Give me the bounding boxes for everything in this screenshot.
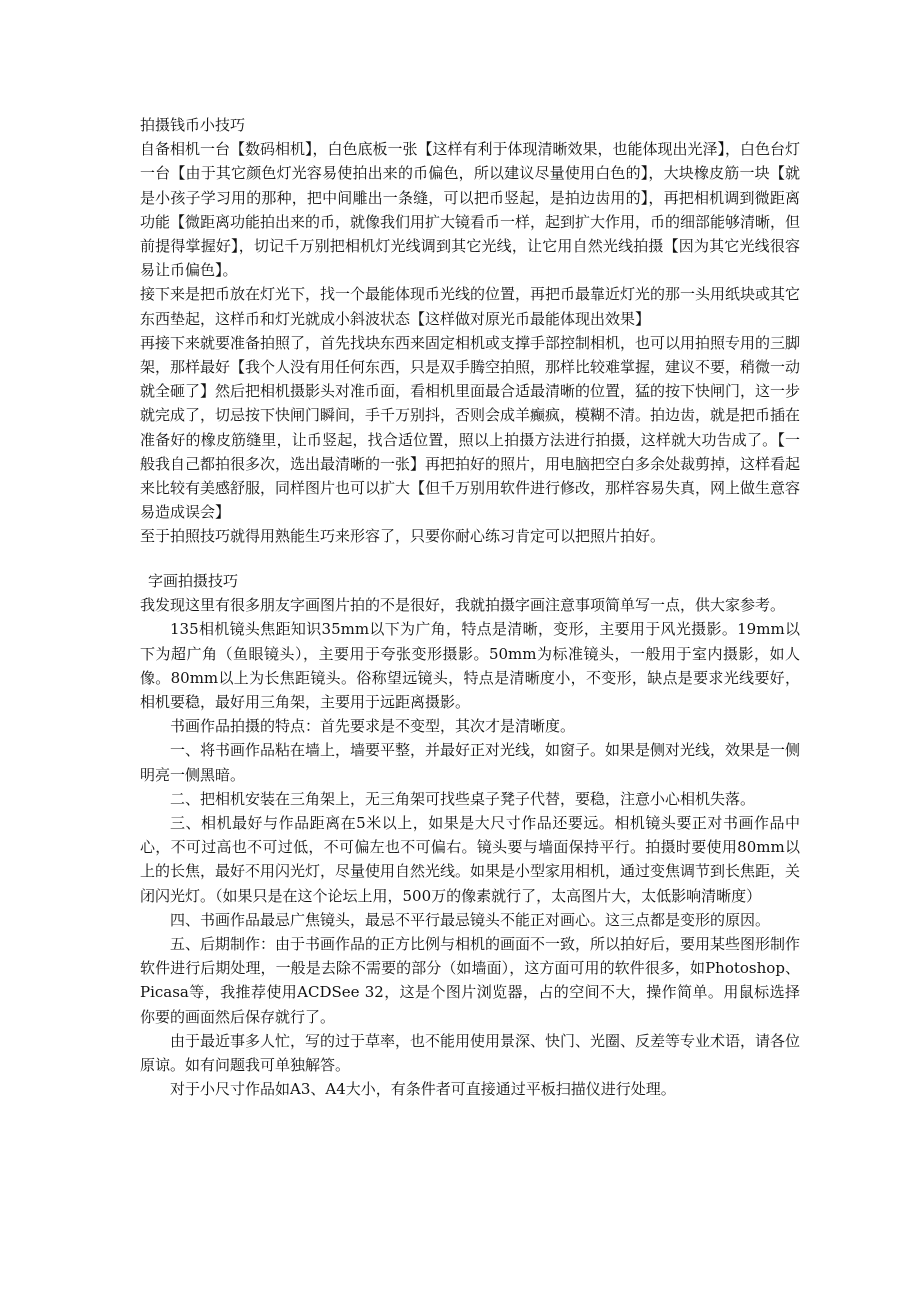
- calligraphy-paragraph-scanner: 对于小尺寸作品如A3、A4大小，有条件者可直接通过平板扫描仪进行处理。: [170, 1080, 676, 1099]
- calligraphy-paragraph-step-5: 五、后期制作：由于书画作品的正方比例与相机的画面不一致，所以拍好后，要用某些图形制作软件进行后期处理，一般是去除不需要的部分（如墙面），这方面可用的软件很多，如Photoshop、Picasa等，我推荐使用ACDSee 32，这是个图片浏览器，占的空间不大，操作简单。用鼠标选择你要的画面然后保存就行了。: [140, 935, 801, 1026]
- section-title-calligraphy: 字画拍摄技巧: [148, 572, 239, 590]
- calligraphy-paragraph-step-4: 四、书画作品最忌广焦镜头，最忌不平行最忌镜头不能正对画心。这三点都是变形的原因。: [170, 910, 771, 929]
- calligraphy-paragraph-features: 书画作品拍摄的特点：首先要求是不变型，其次才是清晰度。: [170, 717, 576, 736]
- coin-photo-section: [140, 113, 800, 549]
- calligraphy-intro: 我发现这里有很多朋友字画图片拍的不是很好，我就拍摄字画注意事项简单写一点，供大家参考。: [140, 596, 786, 615]
- calligraphy-paragraph-step-1: 一、将书画作品粘在墙上，墙要平整，并最好正对光线，如窗子。如果是侧对光线，效果是一侧明亮一侧黑暗。: [140, 741, 801, 784]
- calligraphy-paragraph-apology: 由于最近事多人忙，写的过于草率，也不能用使用景深、快门、光圈、反差等专业术语，请各位原谅。如有问题我可单独解答。: [140, 1031, 801, 1075]
- coin-paragraph-conclusion: 至于拍照技巧就得用熟能生巧来形容了，只要你耐心练习肯定可以把照片拍好。: [140, 527, 666, 546]
- calligraphy-paragraph-step-3: 三、相机最好与作品距离在5米以上，如果是大尺寸作品还要远。相机镜头要正对书画作品中心，不可过高也不可过低，不可偏左也不可偏右。镜头要与墙面保持平行。拍摄时要使用80mm以上的长焦，最好不用闪光灯，尽量使用自然光线。如果是小型家用相机，通过变焦调节到长焦距，关闭闪光灯。（如果只是在这个论坛上用，500万的像素就行了，太高图片大，太低影响清晰度）: [140, 814, 801, 905]
- calligraphy-paragraph-lens: 135相机镜头焦距知识35mm以下为广角，特点是清晰，变形，主要用于风光摄影。19mm以下为超广角（鱼眼镜头），主要用于夸张变形摄影。50mm为标准镜头，一般用于室内摄影，如人像。80mm以上为长焦距镜头。俗称望远镜头，特点是清晰度小，不变形，缺点是要求光线要好，相机要稳，最好用三角架，主要用于远距离摄影。: [140, 620, 800, 712]
- section-title-coin: 拍摄钱币小技巧: [140, 116, 246, 134]
- coin-paragraph-equipment: 自备相机一台【数码相机】，白色底板一张【这样有利于体现清晰效果，也能体现出光泽】，白色台灯一台【由于其它颜色灯光容易使拍出来的币偏色，所以建议尽量使用白色的】，大块橡皮筋一块【就是小孩子学习用的那种，把中间雕出一条缝，可以把币竖起，是拍边齿用的】，再把相机调到微距离功能【微距离功能拍出来的币，就像我们用扩大镜看币一样，起到扩大作用，币的细部能够清晰，但前提得掌握好】，切记千万别把相机灯光线调到其它光线，让它用自然光线拍摄【因为其它光线很容易让币偏色】。: [140, 140, 801, 280]
- coin-paragraph-shooting: 再接下来就要准备拍照了，首先找块东西来固定相机或支撑手部控制相机，也可以用拍照专用的三脚架，那样最好【我个人没有用任何东西，只是双手腾空拍照，那样比较难掌握，建议不要，稍微一动就全砸了】然后把相机摄影头对准币面，看相机里面最合适最清晰的位置，猛的按下快闸门，这一步就完成了，切忌按下快闸门瞬间，手千万别抖，否则会成羊癫疯，模糊不清。拍边齿，就是把币插在准备好的橡皮筋缝里，让币竖起，找合适位置，照以上拍摄方法进行拍摄，这样就大功告成了。【一般我自己都拍很多次，选出最清晰的一张】再把拍好的照片，用电脑把空白多余处裁剪掉，这样看起来比较有美感舒服，同样图片也可以扩大【但千万别用软件进行修改，那样容易失真，网上做生意容易造成误会】: [140, 333, 801, 522]
- calligraphy-paragraph-step-2: 二、把相机安装在三角架上，无三角架可找些桌子凳子代替，要稳，注意小心相机失落。: [170, 789, 756, 808]
- calligraphy-photo-section: [140, 569, 800, 1101]
- coin-paragraph-lighting: 接下来是把币放在灯光下，找一个最能体现币光线的位置，再把币最靠近灯光的那一头用纸块或其它东西垫起，这样币和灯光就成小斜波状态【这样做对原光币最能体现出效果】: [140, 285, 801, 328]
